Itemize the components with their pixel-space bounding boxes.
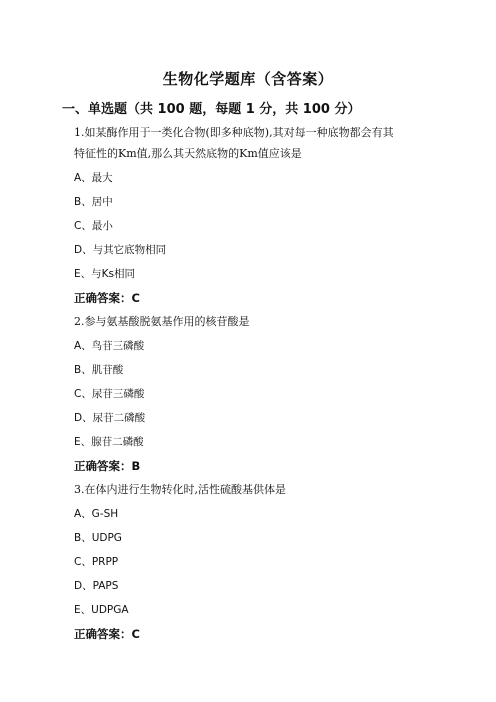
option-c: C、尿苷三磷酸 (74, 388, 145, 400)
correct-answer: 正确答案：B (74, 459, 141, 473)
option-c: C、最小 (74, 220, 113, 232)
question-list (74, 125, 436, 642)
page-title: 生物化学题库（含答案） (162, 70, 334, 88)
option-e: E、UDPGA (74, 604, 129, 616)
question-stem: 1.如某酶作用于一类化合物(即多种底物),其对每一种底物都会有其 (74, 126, 394, 139)
section-heading: 一、单选题（共 100 题，每题 1 分，共 100 分） (62, 102, 361, 117)
question-2 (74, 314, 436, 474)
option-a: A、最大 (74, 172, 113, 184)
option-a: A、G-SH (74, 508, 119, 520)
option-e: E、与Ks相同 (74, 268, 135, 280)
option-d: D、PAPS (74, 580, 119, 592)
option-b: B、UDPG (74, 532, 122, 544)
option-c: C、PRPP (74, 556, 119, 568)
question-stem: 2.参与氨基酸脱氨基作用的核苷酸是 (74, 315, 250, 328)
option-a: A、鸟苷三磷酸 (74, 340, 145, 352)
option-b: B、居中 (74, 196, 113, 208)
correct-answer: 正确答案：C (74, 291, 140, 305)
question-stem-continued: 特征性的Km值,那么其天然底物的Km值应该是 (74, 147, 302, 160)
question-1 (74, 125, 436, 306)
option-b: B、肌苷酸 (74, 364, 124, 376)
question-stem: 3.在体内进行生物转化时,活性硫酸基供体是 (74, 483, 286, 496)
option-d: D、与其它底物相同 (74, 244, 167, 256)
question-3 (74, 482, 436, 642)
option-d: D、尿苷二磷酸 (74, 412, 146, 424)
option-e: E、腺苷二磷酸 (74, 436, 144, 448)
correct-answer: 正确答案：C (74, 627, 140, 641)
